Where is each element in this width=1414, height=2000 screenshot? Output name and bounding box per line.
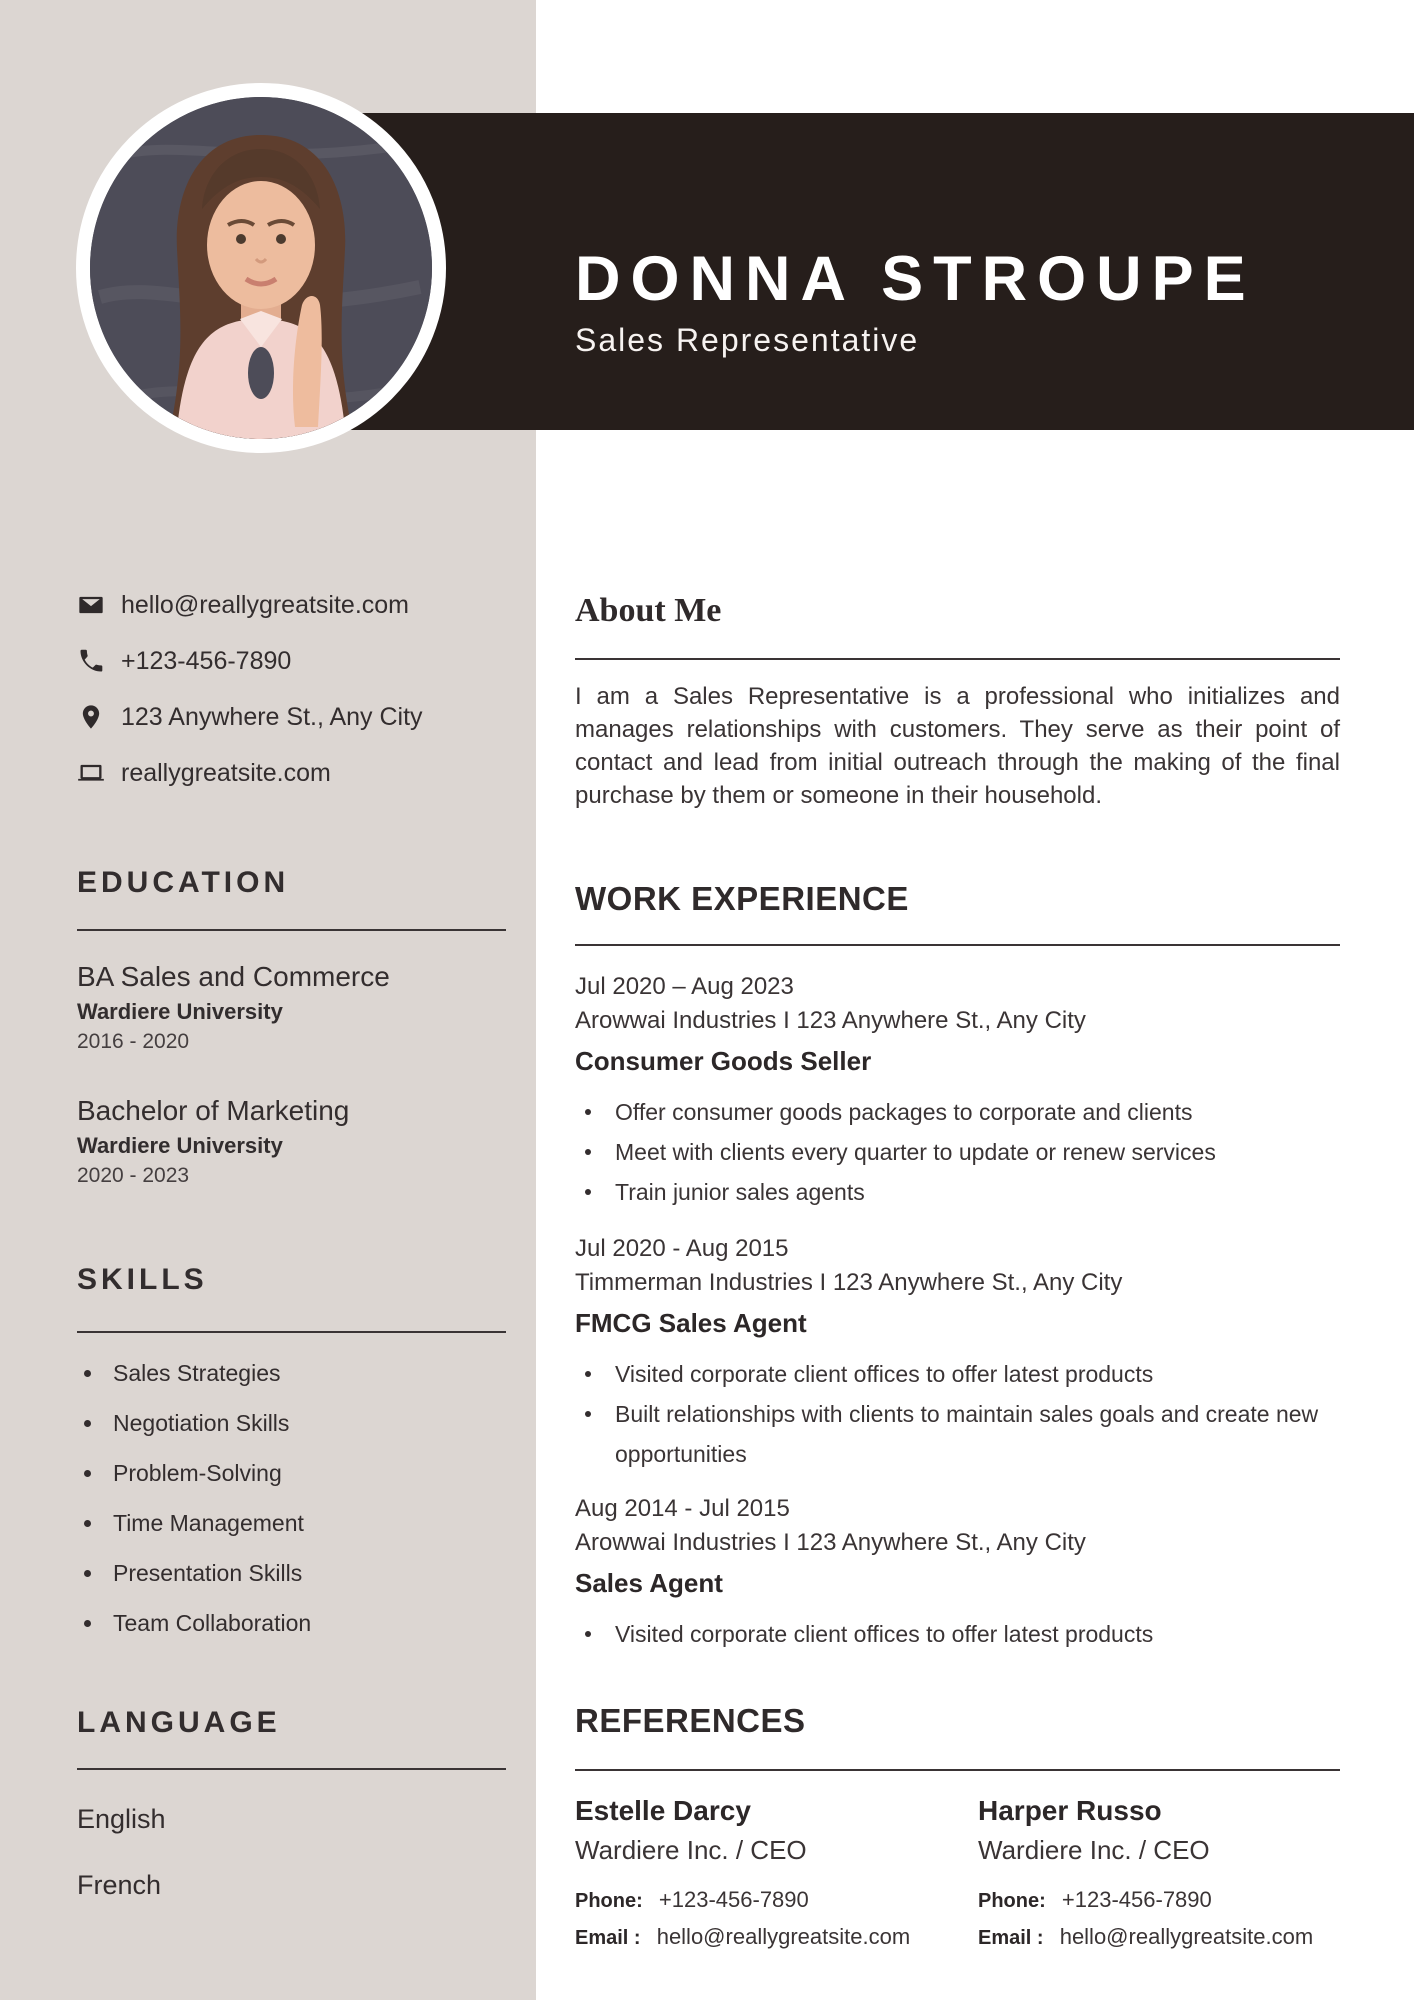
degree: BA Sales and Commerce xyxy=(77,961,390,992)
job-dates: Jul 2020 - Aug 2015 xyxy=(575,1235,789,1262)
bullet-dot xyxy=(585,1411,591,1417)
education-heading: EDUCATION xyxy=(77,866,290,899)
language-item: English xyxy=(77,1804,166,1834)
contact-phone-text: +123-456-7890 xyxy=(121,646,292,675)
contact-email-text: hello@reallygreatsite.com xyxy=(121,590,410,619)
job-company: Timmerman Industries I 123 Anywhere St., Any City xyxy=(575,1269,1123,1296)
reference-person xyxy=(575,1794,965,1960)
bullet-dot xyxy=(84,1470,91,1477)
job-bullet-text: Offer consumer goods packages to corporate and clients xyxy=(615,1099,1193,1125)
email-label: Email : xyxy=(575,1927,641,1949)
bullet-dot xyxy=(84,1570,91,1577)
about-heading: About Me xyxy=(575,592,722,629)
email-label: Email : xyxy=(978,1927,1044,1949)
school: Wardiere University xyxy=(77,1133,283,1158)
reference-name: Estelle Darcy xyxy=(575,1795,751,1826)
contact-list xyxy=(77,588,507,812)
website-icon xyxy=(77,759,105,787)
job-role: Consumer Goods Seller xyxy=(575,1046,872,1076)
job-dates: Aug 2014 - Jul 2015 xyxy=(575,1495,790,1522)
job-bullet-text: Visited corporate client offices to offer latest products xyxy=(615,1621,1154,1647)
job-entry xyxy=(575,972,1340,1212)
reference-person xyxy=(978,1794,1368,1960)
skill-label: Problem-Solving xyxy=(113,1459,282,1486)
school: Wardiere University xyxy=(77,999,283,1024)
bullet-dot xyxy=(585,1371,591,1377)
job-dates: Jul 2020 – Aug 2023 xyxy=(575,973,794,1000)
bullet-dot xyxy=(84,1520,91,1527)
skill-item xyxy=(84,1398,514,1448)
contact-website-text: reallygreatsite.com xyxy=(121,758,331,787)
reference-org: Wardiere Inc. / CEO xyxy=(575,1835,807,1865)
bullet-dot xyxy=(84,1420,91,1427)
bullet-dot xyxy=(585,1631,591,1637)
job-entry xyxy=(575,1234,1340,1474)
job-entry xyxy=(575,1494,1340,1654)
bullet-dot xyxy=(585,1149,591,1155)
phone-value: +123-456-7890 xyxy=(1061,1887,1212,1912)
email-value: hello@reallygreatsite.com xyxy=(656,1924,911,1949)
years: 2016 - 2020 xyxy=(77,1030,190,1053)
job-bullets xyxy=(575,1092,1340,1212)
job-bullet xyxy=(575,1132,1340,1172)
job-bullets xyxy=(575,1614,1340,1654)
bullet-dot xyxy=(84,1370,91,1377)
skill-item xyxy=(84,1448,514,1498)
skill-item xyxy=(84,1498,514,1548)
skill-item xyxy=(84,1598,514,1648)
phone-icon xyxy=(77,647,105,675)
skill-item xyxy=(84,1548,514,1598)
contact-phone[interactable] xyxy=(77,644,507,678)
about-divider xyxy=(575,658,1340,660)
experience-divider xyxy=(575,944,1340,946)
job-bullet-text: Built relationships with clients to maintain sales goals and create new opportunities xyxy=(615,1401,1319,1467)
language-divider xyxy=(77,1768,506,1770)
skill-label: Presentation Skills xyxy=(113,1559,303,1586)
phone-value: +123-456-7890 xyxy=(658,1887,809,1912)
skill-label: Team Collaboration xyxy=(113,1609,312,1636)
phone-label: Phone: xyxy=(978,1890,1046,1912)
job-bullet xyxy=(575,1354,1340,1394)
profile-photo xyxy=(76,83,446,453)
education-divider xyxy=(77,929,506,931)
bullet-dot xyxy=(84,1620,91,1627)
person-name: DONNA STROUPE xyxy=(575,244,1256,314)
language-list xyxy=(77,1786,507,1918)
skills-list xyxy=(84,1348,514,1648)
education-item xyxy=(77,1094,517,1190)
experience-heading: WORK EXPERIENCE xyxy=(575,880,909,917)
reference-name: Harper Russo xyxy=(978,1795,1162,1826)
job-bullet xyxy=(575,1394,1340,1474)
skills-divider xyxy=(77,1331,506,1333)
education-item xyxy=(77,960,517,1056)
education-list xyxy=(77,960,517,1228)
contact-email[interactable] xyxy=(77,588,507,622)
reference-email xyxy=(978,1923,1368,1952)
skill-item xyxy=(84,1348,514,1398)
skill-label: Sales Strategies xyxy=(113,1359,281,1386)
job-company: Arowwai Industries I 123 Anywhere St., Any City xyxy=(575,1007,1086,1034)
job-role: FMCG Sales Agent xyxy=(575,1308,807,1338)
phone-label: Phone: xyxy=(575,1890,643,1912)
degree: Bachelor of Marketing xyxy=(77,1095,350,1126)
reference-phone xyxy=(575,1886,965,1915)
language-heading: LANGUAGE xyxy=(77,1706,281,1739)
references-divider xyxy=(575,1769,1340,1771)
email-value: hello@reallygreatsite.com xyxy=(1059,1924,1314,1949)
skills-heading: SKILLS xyxy=(77,1263,208,1296)
job-bullet-text: Train junior sales agents xyxy=(615,1179,865,1205)
location-icon xyxy=(77,703,105,731)
reference-org: Wardiere Inc. / CEO xyxy=(978,1835,1210,1865)
job-company: Arowwai Industries I 123 Anywhere St., Any City xyxy=(575,1529,1086,1556)
language-item: French xyxy=(77,1870,162,1900)
bullet-dot xyxy=(585,1189,591,1195)
job-bullet xyxy=(575,1092,1340,1132)
bullet-dot xyxy=(585,1109,591,1115)
job-bullet-text: Visited corporate client offices to offer latest products xyxy=(615,1361,1154,1387)
email-icon xyxy=(77,591,105,619)
reference-email xyxy=(575,1923,965,1952)
job-role: Sales Agent xyxy=(575,1568,723,1598)
skill-label: Time Management xyxy=(113,1509,304,1536)
reference-phone xyxy=(978,1886,1368,1915)
years: 2020 - 2023 xyxy=(77,1164,190,1187)
job-bullet-text: Meet with clients every quarter to update or renew services xyxy=(615,1139,1216,1165)
job-bullet xyxy=(575,1172,1340,1212)
job-bullet xyxy=(575,1614,1340,1654)
person-title: Sales Representative xyxy=(575,322,920,358)
about-text: I am a Sales Representative is a professional who initializes and manages relationships with customers. They serve as their point of contact and lead from initial outreach through the making of the final purchase by them or someone in their household. xyxy=(575,683,1340,809)
references-heading: REFERENCES xyxy=(575,1702,806,1739)
contact-website[interactable] xyxy=(77,756,507,790)
job-bullets xyxy=(575,1354,1340,1474)
contact-address[interactable] xyxy=(77,700,507,734)
portrait-illustration xyxy=(90,97,432,439)
skill-label: Negotiation Skills xyxy=(113,1409,290,1436)
contact-address-text: 123 Anywhere St., Any City xyxy=(121,702,423,731)
